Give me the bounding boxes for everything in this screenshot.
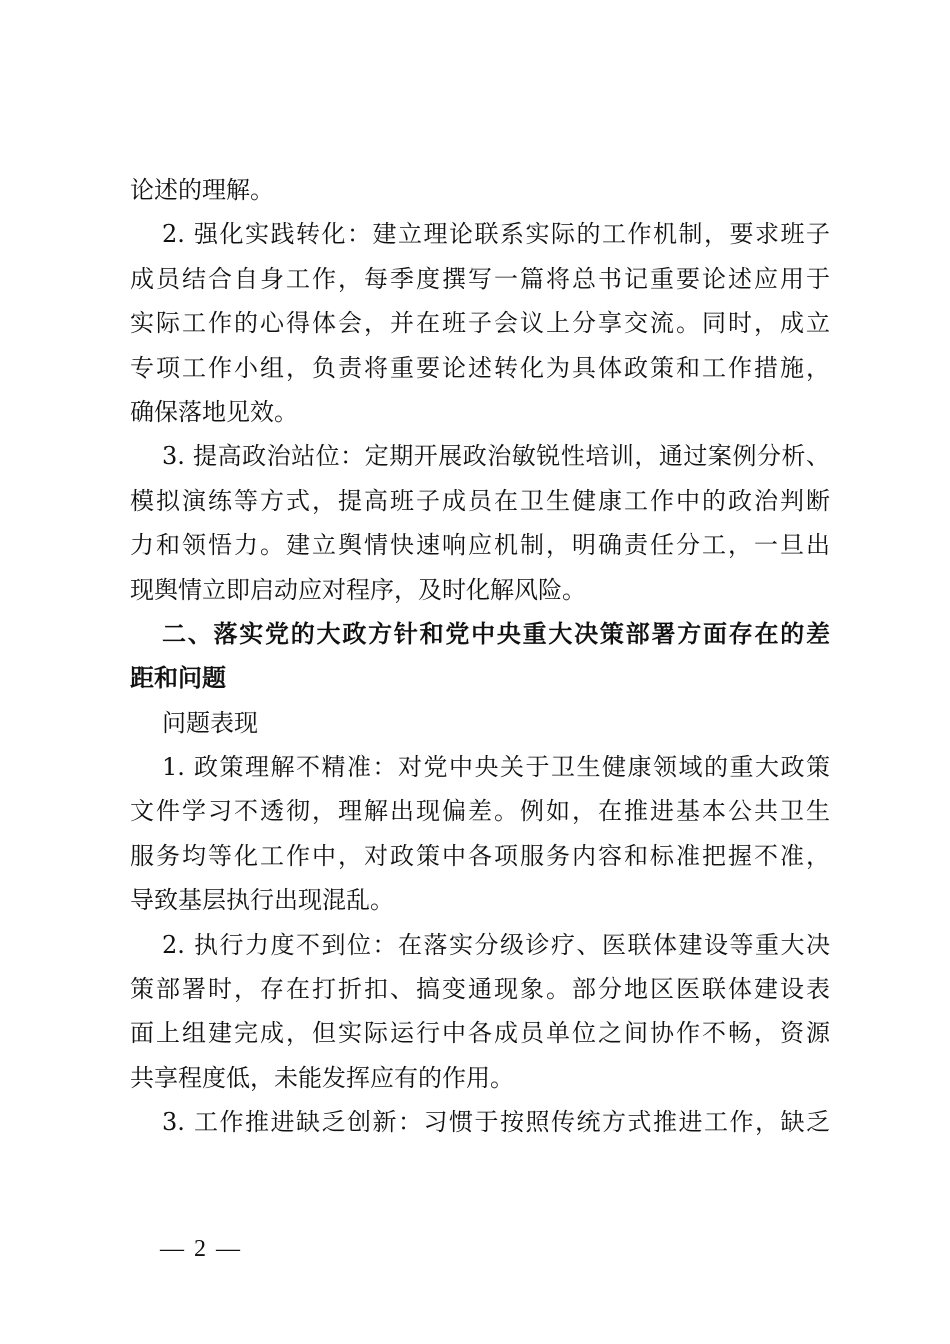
text-line: 服务均等化工作中，对政策中各项服务内容和标准把握不准，: [130, 841, 830, 870]
section-heading-line: 距和问题: [130, 664, 226, 693]
document-body: [130, 168, 830, 1145]
text-line: 现舆情立即启动应对程序，及时化解风险。: [130, 575, 586, 604]
text-line: 文件学习不透彻，理解出现偏差。例如，在推进基本公共卫生: [130, 797, 830, 826]
text-line: 共享程度低，未能发挥应有的作用。: [130, 1063, 514, 1092]
text-line: 模拟演练等方式，提高班子成员在卫生健康工作中的政治判断: [130, 486, 830, 515]
text-line: 2. 强化实践转化：建立理论联系实际的工作机制，要求班子: [162, 220, 830, 249]
text-line: 3. 提高政治站位：定期开展政治敏锐性培训，通过案例分析、: [162, 442, 830, 471]
text-line: 2. 执行力度不到位：在落实分级诊疗、医联体建设等重大决: [162, 930, 830, 959]
text-line: 面上组建完成，但实际运行中各成员单位之间协作不畅，资源: [130, 1019, 830, 1048]
text-line: 3. 工作推进缺乏创新：习惯于按照传统方式推进工作，缺乏: [162, 1108, 830, 1137]
text-line: 导致基层执行出现混乱。: [130, 886, 394, 915]
text-line: 实际工作的心得体会，并在班子会议上分享交流。同时，成立: [130, 309, 830, 338]
text-line: 成员结合自身工作，每季度撰写一篇将总书记重要论述应用于: [130, 264, 830, 293]
text-line: 专项工作小组，负责将重要论述转化为具体政策和工作措施，: [130, 353, 830, 382]
text-line: 1. 政策理解不精准：对党中央关于卫生健康领域的重大政策: [162, 753, 830, 782]
text-line: 论述的理解。: [130, 176, 274, 204]
section-heading-line: 二、落实党的大政方针和党中央重大决策部署方面存在的差: [162, 619, 830, 648]
text-line: 问题表现: [162, 708, 258, 737]
text-line: 力和领悟力。建立舆情快速响应机制，明确责任分工，一旦出: [130, 531, 830, 560]
text-line: 确保落地见效。: [130, 397, 298, 426]
text-line: 策部署时，存在打折扣、搞变通现象。部分地区医联体建设表: [130, 975, 830, 1004]
page-number: — 2 —: [160, 1236, 242, 1262]
